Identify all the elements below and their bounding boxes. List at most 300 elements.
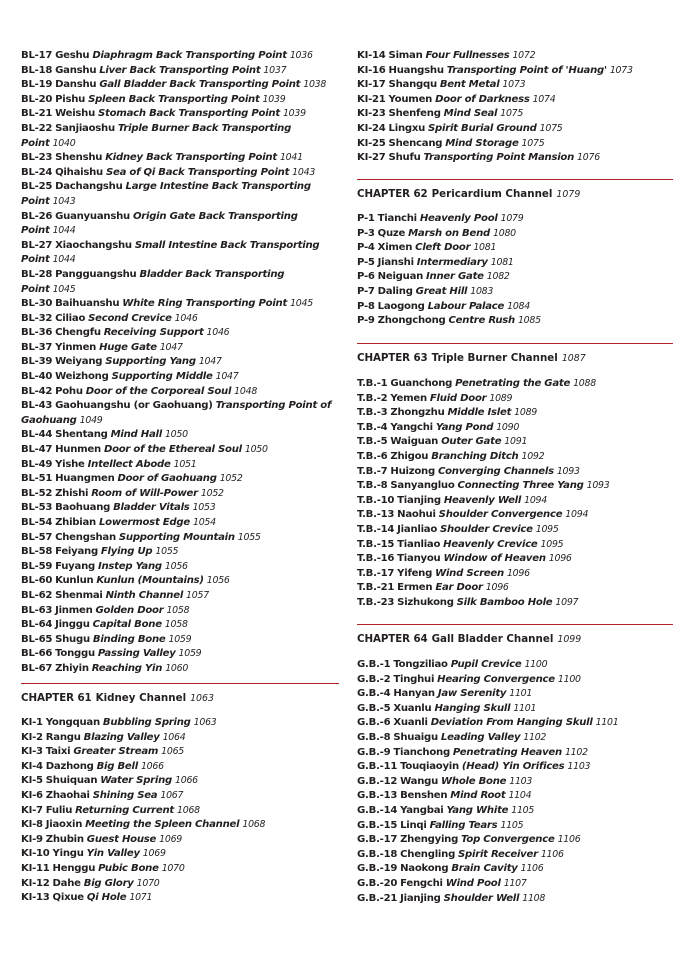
- point-name: Jianshi: [377, 256, 414, 268]
- point-code: G.B.-21: [357, 892, 398, 904]
- point-translation: Door of Darkness: [435, 93, 530, 105]
- point-name: Naokong: [400, 863, 449, 875]
- page-number: 1089: [514, 407, 538, 419]
- point-name: Shuiquan: [45, 775, 98, 787]
- page-number: 1045: [52, 283, 76, 295]
- index-entry: [21, 531, 339, 546]
- point-code: G.B.-15: [357, 819, 398, 831]
- point-translation: Lowermost Edge: [98, 517, 190, 528]
- point-translation: Spirit Burial Ground: [428, 122, 537, 134]
- point-name: Sanyangluo: [390, 480, 455, 492]
- point-name: Laogong: [377, 300, 425, 312]
- point-code: BL-51: [21, 473, 53, 485]
- point-code: G.B.-6: [357, 717, 391, 729]
- page-number: 1052: [219, 473, 243, 485]
- index-entry: [21, 385, 339, 400]
- point-code: P-9: [357, 315, 375, 327]
- page-number: 1083: [470, 285, 494, 297]
- point-code: P-5: [357, 256, 375, 268]
- point-name: Shencang: [388, 137, 443, 149]
- index-entry: [21, 64, 339, 79]
- point-translation: Bladder Vitals: [113, 502, 190, 514]
- point-translation: Hearing Convergence: [437, 673, 555, 685]
- point-translation: White Ring Transporting Point: [122, 298, 288, 310]
- entry-line: [357, 300, 541, 315]
- index-entry: [21, 560, 339, 575]
- point-translation: Supporting Yang: [105, 356, 196, 368]
- index-entry: [357, 122, 633, 137]
- point-code: T.B.-6: [357, 450, 388, 462]
- page-number: 1088: [573, 378, 596, 389]
- entry-line: [357, 479, 609, 494]
- point-translation: Heavenly Pool: [419, 213, 498, 224]
- point-code: T.B.-17: [357, 567, 395, 579]
- entry-line: [21, 633, 339, 648]
- entry-line: [357, 78, 633, 93]
- page-number: 1105: [500, 819, 524, 831]
- page-number: 1071: [129, 892, 153, 904]
- page-number: 1063: [193, 717, 217, 728]
- entry-line: [357, 804, 618, 819]
- point-name: Tongziliao: [393, 659, 448, 670]
- point-name: Shenshu: [55, 152, 103, 164]
- entry-continuation: [21, 283, 339, 298]
- point-code: BL-60: [21, 575, 53, 587]
- point-translation: Wind Screen: [435, 567, 504, 579]
- index-entry: [357, 406, 609, 421]
- point-translation: Greater Stream: [73, 746, 159, 758]
- entry-line: [21, 862, 265, 877]
- point-code: T.B.-3: [357, 407, 388, 419]
- entry-line: [21, 774, 265, 789]
- index-entry: [357, 465, 609, 480]
- chapter-heading: [357, 351, 586, 366]
- point-translation: Kidney Back Transporting Point: [105, 152, 277, 164]
- point-translation: Mind Root: [450, 790, 506, 802]
- page-number: 1075: [521, 137, 545, 149]
- point-name: Rangu: [45, 731, 81, 743]
- entry-line: [357, 596, 609, 611]
- point-name: Pangguangshu: [55, 268, 137, 280]
- point-name: Weizhong: [55, 371, 109, 383]
- point-code: KI-1: [21, 717, 43, 728]
- entry-line: [21, 297, 339, 312]
- index-entry: [21, 745, 265, 760]
- page-number: 1059: [168, 633, 192, 645]
- point-name: Lingxu: [388, 122, 426, 134]
- index-entry: [21, 760, 265, 775]
- point-code: P-4: [357, 242, 375, 254]
- page-number: 1039: [262, 93, 286, 105]
- point-name: Yemen: [390, 392, 427, 404]
- point-name: Quze: [377, 227, 406, 239]
- chapter-page: 1099: [557, 634, 582, 645]
- page-number: 1106: [520, 863, 544, 875]
- entry-line: [21, 847, 265, 862]
- page-number: 1102: [564, 746, 588, 758]
- point-translation: Branching Ditch: [431, 450, 519, 462]
- point-translation: Ninth Channel: [105, 589, 184, 601]
- point-name: Benshen: [400, 790, 448, 802]
- point-translation: Shoulder Well: [443, 892, 520, 904]
- point-translation: Four Fullnesses: [425, 50, 510, 61]
- index-entry: [357, 833, 618, 848]
- point-translation: Kunlun (Mountains): [96, 575, 204, 587]
- index-entry: [21, 516, 339, 531]
- page-number: 1052: [200, 487, 224, 499]
- index-entry: [357, 702, 618, 717]
- index-entry: [357, 746, 618, 761]
- index-entry: [357, 107, 633, 122]
- entry-line: [357, 687, 618, 702]
- point-translation: Passing Valley: [97, 648, 176, 660]
- point-translation: Gall Bladder Back Transporting Point: [99, 79, 301, 91]
- entry-line: [21, 501, 339, 516]
- point-translation: Big Glory: [83, 877, 134, 889]
- point-name: Naohui: [397, 509, 436, 521]
- point-name: Hanyan: [393, 688, 435, 700]
- point-translation-cont: Gaohuang: [21, 414, 77, 426]
- point-code: G.B.-2: [357, 673, 391, 685]
- page-number: 1065: [161, 746, 185, 758]
- point-translation: Flying Up: [100, 546, 153, 558]
- index-entry: [357, 137, 633, 152]
- page-number: 1093: [556, 465, 580, 477]
- page-number: 1080: [493, 227, 516, 239]
- point-name: Weiyang: [55, 356, 103, 368]
- point-code: BL-53: [21, 502, 53, 514]
- entry-line: [21, 107, 339, 122]
- point-code: T.B.-10: [357, 494, 395, 506]
- entry-line: [357, 567, 609, 582]
- point-code: G.B.-20: [357, 877, 398, 889]
- page-number: 1101: [509, 688, 533, 700]
- index-entry: [21, 443, 339, 458]
- entry-line: [357, 212, 541, 227]
- page-number: 1067: [160, 789, 184, 801]
- entry-line: [357, 93, 633, 108]
- point-code: T.B.-14: [357, 523, 395, 535]
- point-translation: Small Intestine Back Transporting: [134, 239, 320, 251]
- point-name: Feiyang: [55, 546, 98, 558]
- chapter-heading: [357, 632, 581, 647]
- index-entry: [357, 819, 618, 834]
- entry-line: [357, 892, 618, 907]
- point-code: BL-40: [21, 371, 53, 383]
- point-name: Ermen: [397, 582, 433, 594]
- index-entry: [21, 731, 265, 746]
- chapter-label: CHAPTER 64: [357, 633, 428, 645]
- page-number: 1056: [206, 575, 230, 587]
- point-translation: Heavenly Well: [443, 494, 522, 506]
- point-code: BL-44: [21, 429, 53, 441]
- point-translation: Intermediary: [416, 256, 488, 268]
- point-code: BL-66: [21, 648, 53, 660]
- page-number: 1069: [159, 833, 182, 845]
- point-translation: Transporting Point of: [215, 400, 332, 412]
- point-translation: Spleen Back Transporting Point: [88, 93, 260, 105]
- index-entry: [357, 804, 618, 819]
- chapter-title: Gall Bladder Channel: [431, 633, 554, 645]
- index-entry: [357, 300, 541, 315]
- entry-line: [357, 658, 618, 673]
- point-code: G.B.-13: [357, 790, 398, 802]
- point-name: Baohuang: [55, 502, 111, 514]
- index-entry: [357, 314, 541, 329]
- entry-line: [357, 122, 633, 137]
- point-translation: Great Hill: [415, 285, 468, 297]
- page-number: 1096: [506, 567, 530, 579]
- entry-list: [357, 658, 618, 906]
- point-translation: Pubic Bone: [98, 862, 159, 874]
- point-code: KI-25: [357, 137, 386, 149]
- index-entry: [21, 574, 339, 589]
- point-name: Chengfu: [55, 327, 101, 339]
- index-entry: [357, 508, 609, 523]
- entry-line: [21, 731, 265, 746]
- point-code: G.B.-8: [357, 731, 391, 743]
- entry-line: [21, 151, 339, 166]
- page-number: 1047: [215, 371, 239, 383]
- page-number: 1090: [496, 421, 520, 433]
- point-translation: Yang White: [446, 804, 509, 816]
- entry-line: [357, 716, 618, 731]
- point-code: KI-8: [21, 819, 43, 831]
- point-code: KI-9: [21, 833, 43, 845]
- point-name: Neiguan: [377, 271, 424, 283]
- point-translation: Receiving Support: [103, 327, 204, 339]
- point-name: Huangshu: [388, 64, 444, 76]
- entry-line: [357, 673, 618, 688]
- point-name: Yishe: [55, 458, 85, 470]
- point-translation: Shoulder Crevice: [440, 523, 533, 535]
- point-name: Yangbai: [400, 804, 444, 816]
- entry-line: [21, 745, 265, 760]
- point-code: P-6: [357, 271, 375, 283]
- point-code: BL-22: [21, 122, 53, 134]
- page-number: 1045: [290, 298, 313, 310]
- point-name: Gaohuangshu (or Gaohuang): [55, 400, 213, 412]
- point-translation: Golden Door: [95, 604, 164, 616]
- point-name: Yangchi: [390, 421, 433, 433]
- entry-line: [21, 180, 339, 195]
- entry-line: [21, 49, 339, 64]
- page-number: 1070: [161, 862, 185, 874]
- page-number: 1092: [521, 450, 545, 462]
- page-number: 1103: [509, 775, 533, 787]
- entry-line: [357, 702, 618, 717]
- page-number: 1053: [192, 502, 216, 514]
- point-translation: Ear Door: [435, 582, 483, 594]
- point-name: Sizhukong: [397, 596, 454, 608]
- chapter-page: 1087: [561, 353, 586, 364]
- page-number: 1101: [513, 702, 537, 714]
- point-translation: Stomach Back Transporting Point: [98, 108, 280, 120]
- point-translation: Jaw Serenity: [437, 688, 507, 700]
- point-translation: Meeting the Spleen Channel: [85, 819, 240, 831]
- point-translation: Bubbling Spring: [102, 717, 191, 728]
- index-entry: [21, 78, 339, 93]
- entry-line: [357, 256, 541, 271]
- entry-line: [21, 370, 339, 385]
- point-code: BL-62: [21, 589, 53, 601]
- point-name: Danshu: [55, 79, 97, 91]
- point-code: BL-54: [21, 517, 53, 528]
- entry-line: [21, 716, 265, 731]
- page-number: 1057: [186, 589, 209, 601]
- entry-list: [21, 49, 339, 677]
- entry-line: [21, 545, 339, 560]
- entry-line: [21, 326, 339, 341]
- index-entry: [357, 256, 541, 271]
- page-number: 1046: [206, 327, 230, 339]
- page-number: 1055: [155, 546, 179, 558]
- point-translation: Whole Bone: [441, 775, 507, 787]
- index-entry: [357, 227, 541, 242]
- point-translation: Yang Pond: [435, 421, 494, 433]
- index-entry: [357, 775, 618, 790]
- point-name: Yinmen: [55, 341, 97, 353]
- entry-line: [357, 421, 609, 436]
- entry-line: [357, 107, 633, 122]
- page-number: 1059: [178, 648, 202, 660]
- index-entry: [21, 122, 339, 151]
- point-translation: Sea of Qi Back Transporting Point: [105, 166, 290, 178]
- index-entry: [357, 862, 618, 877]
- entry-line: [357, 392, 609, 407]
- page-number: 1040: [52, 137, 76, 149]
- entry-line: [357, 508, 609, 523]
- entry-line: [357, 64, 633, 79]
- page-number: 1107: [503, 877, 527, 889]
- index-entry: [21, 891, 265, 906]
- entry-line: [357, 285, 541, 300]
- point-code: T.B.-1: [357, 378, 388, 389]
- entry-continuation: [21, 195, 339, 210]
- entry-line: [357, 833, 618, 848]
- entry-line: [357, 241, 541, 256]
- point-name: Shufu: [388, 152, 421, 164]
- page-number: 1049: [79, 414, 103, 426]
- point-translation: Shoulder Convergence: [438, 509, 563, 521]
- point-name: Weishu: [55, 108, 96, 120]
- page-number: 1044: [52, 225, 76, 237]
- point-name: Tianchong: [393, 746, 450, 758]
- point-name: Tianliao: [397, 538, 441, 550]
- point-translation: Connecting Three Yang: [457, 480, 584, 492]
- chapter-heading: [357, 187, 580, 202]
- point-name: Hunmen: [55, 444, 101, 456]
- page-number: 1073: [502, 79, 526, 91]
- entry-line: [21, 122, 339, 151]
- page-number: 1039: [282, 108, 306, 120]
- index-entry: [357, 877, 618, 892]
- index-entry: [357, 151, 633, 166]
- point-code: T.B.-23: [357, 596, 395, 608]
- point-translation-cont: Point: [21, 225, 50, 237]
- point-name: Yongquan: [45, 717, 100, 728]
- entry-line: [21, 64, 339, 79]
- entry-list: [357, 212, 541, 329]
- point-translation: Inner Gate: [426, 271, 484, 283]
- point-name: Jinggu: [55, 619, 90, 631]
- entry-line: [357, 538, 609, 553]
- page-number: 1075: [500, 108, 524, 120]
- page-number: 1066: [140, 760, 164, 772]
- entry-line: [21, 312, 339, 327]
- index-entry: [357, 567, 609, 582]
- index-entry: [357, 93, 633, 108]
- entry-line: [21, 472, 339, 487]
- point-translation: Blazing Valley: [83, 731, 160, 743]
- point-name: Siman: [388, 50, 423, 61]
- point-translation: Brain Cavity: [451, 863, 518, 875]
- index-entry: [357, 552, 609, 567]
- point-name: Jianliao: [397, 523, 438, 535]
- point-name: Ximen: [377, 242, 413, 254]
- point-translation: Diaphragm Back Transporting Point: [92, 50, 287, 61]
- chapter-divider: [21, 683, 339, 684]
- point-code: BL-32: [21, 312, 53, 324]
- page-number: 1094: [524, 494, 547, 506]
- entry-line: [357, 450, 609, 465]
- index-entry: [21, 818, 265, 833]
- index-entry: [21, 487, 339, 502]
- point-code: T.B.-7: [357, 465, 388, 477]
- entry-line: [357, 227, 541, 242]
- point-name: Zhishi: [55, 487, 89, 499]
- point-name: Linqi: [400, 819, 427, 831]
- index-entry: [21, 847, 265, 862]
- index-entry: [21, 326, 339, 341]
- point-code: P-8: [357, 300, 375, 312]
- point-translation: Outer Gate: [441, 436, 502, 448]
- point-name: Dachangshu: [55, 181, 123, 193]
- point-name: Xiaochangshu: [55, 239, 132, 251]
- index-entry: [357, 377, 609, 392]
- point-translation: Hanging Skull: [434, 702, 511, 714]
- chapter-divider: [357, 179, 673, 180]
- point-translation: Pupil Crevice: [450, 659, 522, 670]
- point-translation: Centre Rush: [448, 315, 515, 327]
- point-translation: Yin Valley: [86, 848, 140, 860]
- point-code: BL-63: [21, 604, 53, 616]
- point-code: BL-20: [21, 93, 53, 105]
- entry-line: [21, 399, 339, 414]
- chapter-heading: [21, 691, 214, 706]
- entry-line: [21, 647, 339, 662]
- point-translation: Supporting Middle: [111, 371, 213, 383]
- page-number: 1106: [540, 848, 564, 860]
- entry-line: [21, 891, 265, 906]
- index-entry: [21, 49, 339, 64]
- index-entry: [21, 180, 339, 209]
- entry-line: [357, 862, 618, 877]
- point-name: Chengling: [400, 848, 456, 860]
- entry-line: [357, 819, 618, 834]
- point-code: BL-58: [21, 546, 53, 558]
- index-entry: [21, 862, 265, 877]
- page-number: 1102: [523, 731, 547, 743]
- point-translation: Fluid Door: [429, 392, 487, 404]
- point-code: BL-30: [21, 298, 53, 310]
- entry-line: [21, 166, 339, 181]
- page-number: 1097: [555, 596, 579, 608]
- entry-line: [21, 341, 339, 356]
- point-name: Zhengying: [400, 834, 459, 846]
- point-code: KI-14: [357, 50, 386, 61]
- point-code: KI-6: [21, 789, 43, 801]
